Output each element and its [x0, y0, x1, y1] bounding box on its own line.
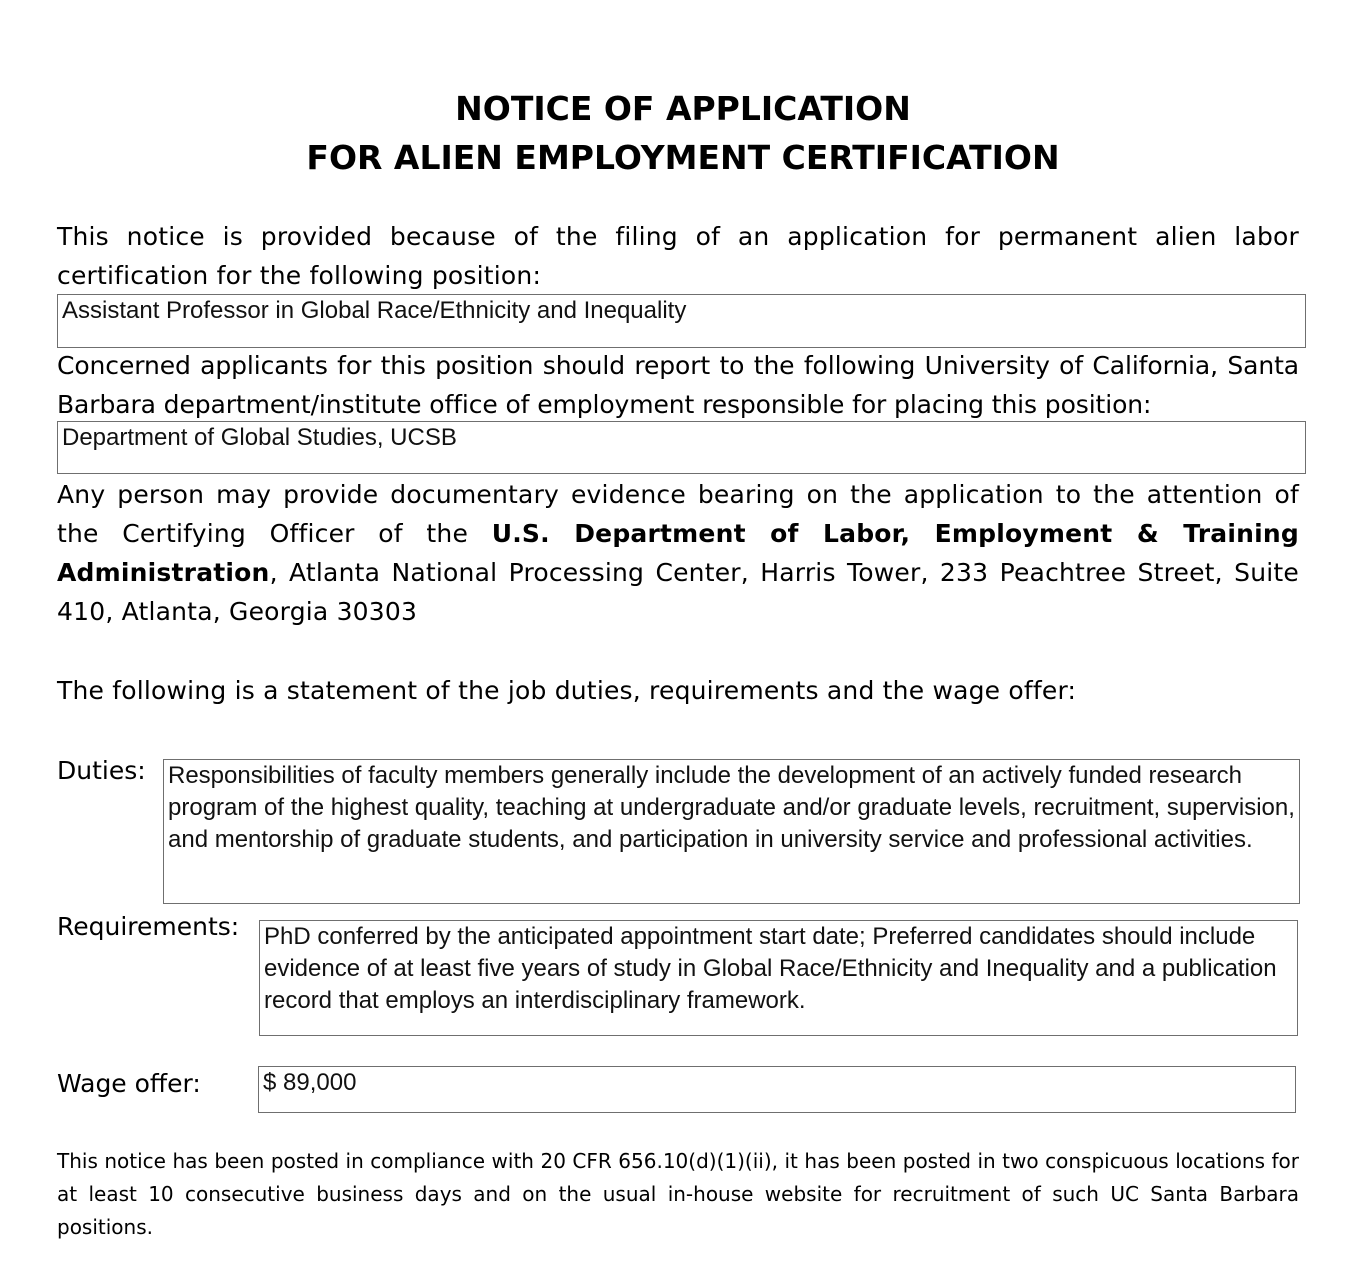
wage-field: $ 89,000: [258, 1066, 1296, 1113]
title-line-1: NOTICE OF APPLICATION: [455, 89, 911, 128]
duties-label: Duties:: [57, 756, 146, 785]
agency-name: U.S. Department of Labor, Employment & Training Administration: [57, 519, 1299, 587]
concerned-paragraph: Concerned applicants for this position should report to the following University of California, Santa Barbara department/institute office of employment responsible for placing this position:: [57, 351, 1299, 419]
intro-paragraph: This notice is provided because of the filing of an application for permanent alien labor certification for the following position:: [57, 222, 1299, 290]
evidence-text-end: , Atlanta National Processing Center, Harris Tower, 233 Peachtree Street, Suite 410, Atlanta, Georgia 30303: [57, 558, 1299, 626]
evidence-paragraph: [57, 475, 1299, 631]
compliance-footer: This notice has been posted in compliance with 20 CFR 656.10(d)(1)(ii), it has been posted in two conspicuous locations for at least 10 consecutive business days and on the usual in-house website for recruitment of such UC Santa Barbara positions.: [57, 1149, 1299, 1239]
title-line-2: FOR ALIEN EMPLOYMENT CERTIFICATION: [306, 138, 1060, 177]
department-field: Department of Global Studies, UCSB: [57, 421, 1306, 474]
requirements-field: PhD conferred by the anticipated appointment start date; Preferred candidates should include evidence of at least five years of study in Global Race/Ethnicity and Inequality and a publication record that employs an interdisciplinary framework.: [259, 920, 1298, 1036]
notice-title: [0, 84, 1366, 182]
statement-paragraph: The following is a statement of the job duties, requirements and the wage offer:: [57, 676, 1077, 705]
evidence-text-start: Any person may provide documentary evidence bearing on the application to the attention of the Certifying Officer of the: [57, 480, 1299, 548]
position-field: Assistant Professor in Global Race/Ethnicity and Inequality: [57, 294, 1306, 348]
requirements-label: Requirements:: [57, 912, 240, 941]
wage-label: Wage offer:: [57, 1069, 201, 1098]
duties-field: Responsibilities of faculty members generally include the development of an actively funded research program of the highest quality, teaching at undergraduate and/or graduate levels, recruitment, supervision, and mentorship of graduate students, and participation in university service and professional activities.: [163, 759, 1300, 904]
